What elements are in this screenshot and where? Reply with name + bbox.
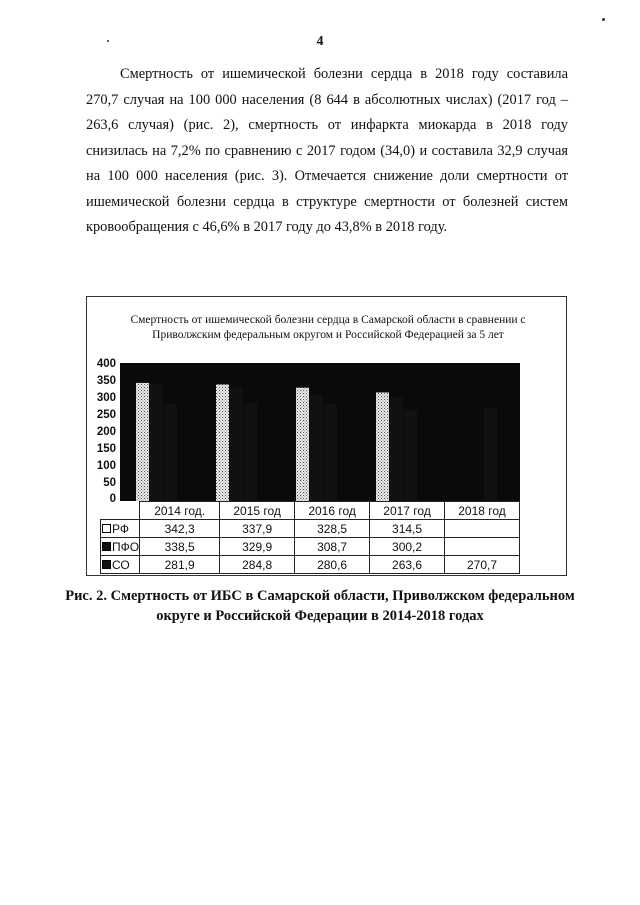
data-label	[445, 538, 520, 556]
bar-пфо-1	[230, 387, 243, 501]
category-label: 2014 год.	[140, 502, 220, 520]
data-label: 338,5	[140, 538, 220, 556]
y-tick-label: 250	[96, 409, 116, 421]
legend-entry-rf	[101, 520, 140, 538]
bar-рф-3	[376, 392, 389, 501]
data-label: 284,8	[220, 556, 295, 574]
category-label: 2016 год	[295, 502, 370, 520]
legend-entry-pfo	[101, 538, 140, 556]
data-label	[445, 520, 520, 538]
series-name: СО	[112, 557, 130, 572]
bar-со-0	[164, 404, 177, 501]
scan-speck	[602, 18, 605, 21]
y-tick-label: 400	[96, 358, 116, 370]
table-header-row	[101, 502, 520, 520]
bar-пфо-3	[390, 397, 403, 501]
data-label: 337,9	[220, 520, 295, 538]
data-label: 300,2	[370, 538, 445, 556]
data-label: 308,7	[295, 538, 370, 556]
y-tick-label: 150	[96, 443, 116, 455]
legend-swatch-so	[102, 560, 111, 569]
table-row	[101, 538, 520, 556]
y-tick-label: 50	[103, 477, 116, 489]
y-tick-label: 300	[96, 392, 116, 404]
y-tick-label: 350	[96, 375, 116, 387]
legend-entry-so	[101, 556, 140, 574]
data-label: 270,7	[445, 556, 520, 574]
legend-swatch-rf	[102, 524, 111, 533]
y-tick-label: 100	[96, 460, 116, 472]
data-label: 329,9	[220, 538, 295, 556]
scan-speck	[107, 40, 109, 42]
series-name: ПФО	[112, 539, 140, 554]
category-label: 2015 год	[220, 502, 295, 520]
data-label: 280,6	[295, 556, 370, 574]
bar-со-3	[404, 410, 417, 501]
legend-swatch-pfo	[102, 542, 111, 551]
data-label: 263,6	[370, 556, 445, 574]
bar-рф-1	[216, 384, 229, 501]
table-corner	[101, 502, 140, 520]
bar-рф-2	[296, 388, 309, 501]
bar-пфо-2	[310, 394, 323, 501]
data-label: 281,9	[140, 556, 220, 574]
bar-со-4	[484, 408, 497, 501]
chart-title: Смертность от ишемической болезни сердца в Самарской области в сравнении с Приволжским федеральным округом и Российской Федерацией за 5 лет	[130, 314, 526, 341]
bar-рф-0	[136, 383, 149, 501]
category-label: 2018 год	[445, 502, 520, 520]
table-row	[101, 556, 520, 574]
data-label: 314,5	[370, 520, 445, 538]
bar-со-1	[244, 403, 257, 501]
body-paragraph: Смертность от ишемической болезни сердца в 2018 году составила 270,7 случая на 100 000 населения (8 644 в абсолютных числах) (2017 год – 263,6 случая) (рис. 2), смертность от инфаркта миокарда в 2018 году снизилась на 7,2% по сравнению с 2017 годом (34,0) и составила 32,9 случая на 100 000 населения (рис. 3). Отмечается снижение доли смертности от ишемической болезни сердца в структуре смертности от болезней систем кровообращения с 46,6% в 2017 году до 43,8% в 2018 году.	[86, 66, 568, 235]
series-name: РФ	[112, 521, 129, 536]
bar-series-layer	[120, 363, 520, 501]
bar-пфо-0	[150, 384, 163, 501]
y-tick-label: 200	[96, 426, 116, 438]
figure-caption: Рис. 2. Смертность от ИБС в Самарской области, Приволжском федеральном округе и Российской Федерации в 2014-2018 годах	[65, 588, 575, 624]
bar-со-2	[324, 404, 337, 501]
data-label: 328,5	[295, 520, 370, 538]
data-label: 342,3	[140, 520, 220, 538]
category-label: 2017 год	[370, 502, 445, 520]
chart-data-table	[100, 501, 520, 574]
page-number: 4	[316, 34, 324, 49]
table-row	[101, 520, 520, 538]
y-tick-label: 0	[109, 493, 116, 505]
